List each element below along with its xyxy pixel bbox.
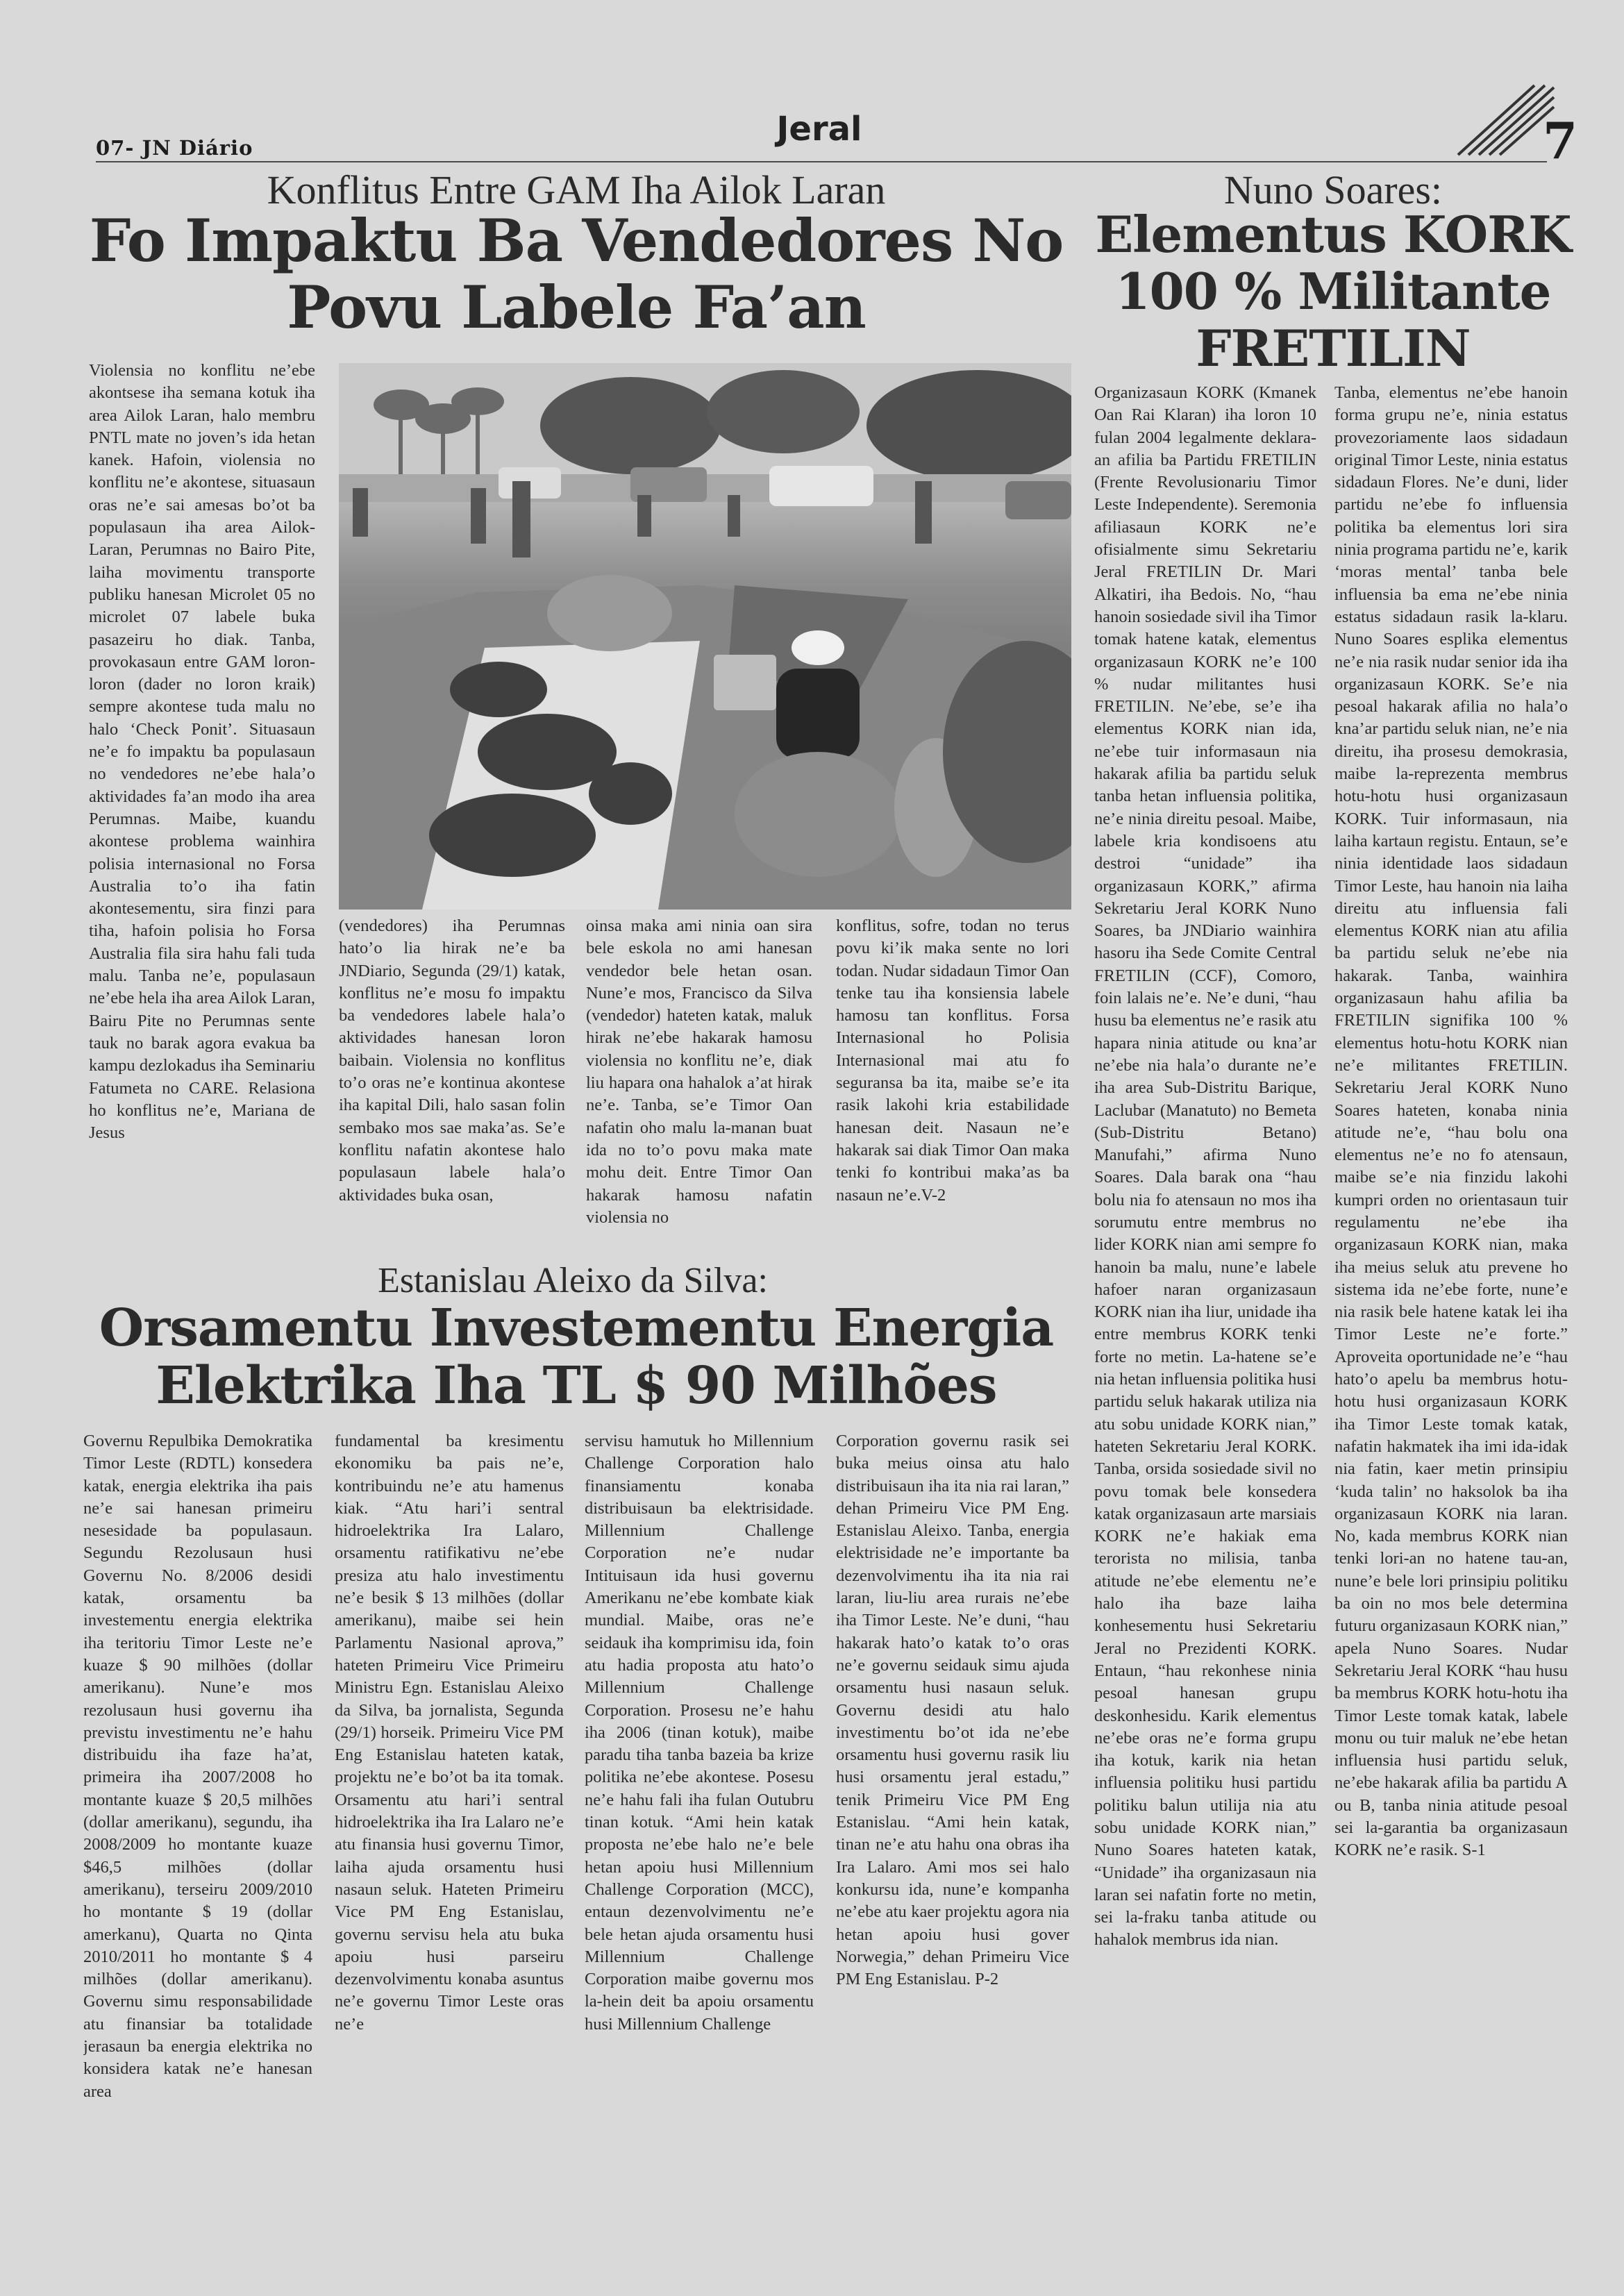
main-column-4: konflitus, sofre, todan no terus povu ki’ik maka sente no lori todan. Nudar sidadaun Timor Oan tenke tau iha konsiensia labele hamosu tan konflitus. Forsa Internasional ho Polisia Internasional mai atu fo seguransa ba ita, maibe se’e ita rasik lakohi kria estabilidade hanesan deit. Nasaun ne’e hakarak sai diak Timor Oan maka tenki fo kontribui maka’as ba nasaun ne’e.V-2 xyxy=(836,916,1069,1205)
energy-column-4: Corporation governu rasik sei buka meius oinsa atu halo distribuisaun iha ita nia rai laran,” dehan Primeiru Vice PM Eng. Estanislau Aleixo. Tanba, energia elektrisidade ne’e importante ba dezenvolvimentu iha ita nia rai laran, liu-liu area rurais ne’ebe iha Timor Leste. Ne’e duni, “hau hakarak hato’o katak to’o oras ne’e governu seidauk simu ajuda orsamentu husi nasaun seluk. Governu desidi atu halo investimentu bo’ot ida ne’ebe orsamentu husi governu rasik liu husi orsamentu jeral estadu,” tenik Primeiru Vice PM Eng Estanislau. “Ami hein katak, tinan ne’e atu hahu ona obras iha Ira Lalaro. Ami mos sei halo konkursu ida, nune’e kompanha ne’ebe atu kaer projektu agora nia hetan apoiu husi gover Norwegia,” dehan Primeiru Vice PM Eng Estanislau. P-2 xyxy=(836,1432,1069,1989)
main-kicker: Konflitus Entre GAM Iha Ailok Laran xyxy=(267,167,886,212)
main-headline-line1: Fo Impaktu Ba Vendedores No xyxy=(89,206,1064,275)
energy-headline-line1: Orsamentu Investementu Energia xyxy=(99,1298,1054,1358)
main-headline-line2: Povu Labele Fa’an xyxy=(287,273,866,342)
kork-headline-line3: FRETILIN xyxy=(1196,319,1471,378)
kork-column-2: Tanba, elementus ne’ebe hanoin forma grupu ne’e, ninia estatus provezoriamente laos sidadaun original Timor Leste, ninia estatus sidadaun Flores. Ne’e duni, lider partidu ne’ebe fo influensia politika ba elementus lori sira ninia programa partidu ne’e, karik ‘moras mental’ tanba bele influensia ba ema ne’ebe ninia estatus sidadaun rasik la-klaru. Nuno Soares esplika elementus ne’e nia rasik nudar senior ida iha organizasaun KORK. Se’e nia pesoal hakarak afilia no hala’o kna’ar partidu seluk nian, ne’e nia direitu, iha prosesu demokrasia, maibe la-reprezenta membrus hotu-hotu husi organizasaun KORK. Tuir informasaun, nia laiha kartaun registu. Entaun, se’e ninia identidade laos sidadaun Timor Leste, hau hanoin nia laiha direitu atu influensia fali elementus KORK nian atu afilia ba partidu seluk ne’ebe nia hakarak. Tanba, wainhira organizasaun hahu afilia ba FRETILIN signifika 100 % elementus hotu-hotu KORK nian ne’e militantes FRETILIN. Sekretariu Jeral KORK Nuno Soares hateten, konaba ninia atitude ne’e, “hau bolu ona elementus ne’e no fo atensaun, maibe se’e nia finzidu lakohi kumpri orden no orientasaun tuir regulamentu ne’ebe iha organizasaun KORK nian, maka iha meius seluk atu prevene ho sistema ida ne’ebe forte, nune’e nia rasik bele hatene katak lei iha Timor Leste ne’e forte.” Aproveita oportunidade ne’e “hau hato’o apelu ba membrus hotu-hotu husi organizasaun KORK iha Timor Leste tomak katak, nafatin hakmatek iha imi ida-idak nia fatin, kaer metin prinsipiu ‘kuda talin’ no haksolok ba iha organizasaun KORK nia laran. No, kada membrus KORK nian tenki lori-an no hatene tau-an, nune’e bele lori prinsipiu politiku ba oin no mos bele determina futuru organizasaun KORK nian,” apela Nuno Soares. Nudar Sekretariu Jeral KORK “hau husu ba membrus KORK hotu-hotu iha Timor Leste tomak katak, labele monu ou tuir maluk ne’ebe hetan influensia husi partidu seluk, ne’ebe hakarak afilia ba partidu A ou B, tanba ninia atitude pesoal sei la-garantia ba organizasaun KORK ne’e rasik. S-1 xyxy=(1334,383,1568,1860)
kork-headline-line1: Elementus KORK xyxy=(1095,205,1571,264)
kork-column-1: Organizasaun KORK (Kmanek Oan Rai Klaran) iha loron 10 fulan 2004 legalmente deklara-an afilia ba Partidu FRETILIN (Frente Revolusionariu Timor Leste Independente). Seremonia afiliasaun KORK ne’e ofisialmente simu Sekretariu Jeral FRETILIN Dr. Mari Alkatiri, iha Bedois. No, “hau hanoin sosiedade sivil iha Timor tomak hatene katak, elementus organizasaun KORK ne’e 100 % nudar militantes husi FRETILIN. Ne’ebe, se’e iha elementus KORK nian ida, ne’ebe tuir informasaun nia hakarak afilia ba partidu seluk tanba hetan influensia politika, ne’e ninia direitu pesoal. Maibe, labele kria kondisoens atu destroi “unidade” iha organizasaun KORK,” afirma Sekretariu Jeral KORK Nuno Soares, ba JNDiario wainhira hasoru iha Sede Comite Central FRETILIN (CCF), Comoro, foin lalais ne’e. Ne’e duni, “hau husu ba elementus ne’e rasik atu hapara ninia atitude ou kna’ar ne’ebe nia hala’o durante ne’e iha area Sub-Distritu Barique, Laclubar (Manatuto) no Bemeta (Sub-Distritu Betano) Manufahi,” afirma Nuno Soares. Dala barak ona “hau bolu nia fo atensaun no mos iha sorumutu entre membrus no lider KORK nian ami sempre fo hanoin ba malu, nune’e labele hafoer naran organizasaun KORK nian iha liur, unidade iha entre membrus KORK tenki forte no metin. La-hatene se’e nia hetan influensia politika husi partidu seluk hakarak utiliza nia atu sobu unidade KORK nian,” hateten Sekretariu Jeral KORK. Tanba, orsida sosiedade sivil no povu tomak bele konsedera katak organizasaun arte marsiais KORK ne’e hakiak ema terorista no milisia, tanba atitude ne’ebe elementu ne’e halo iha baze laiha konhesementu husi Sekretariu Jeral no Prezidenti KORK. Entaun, “hau rekonhese ninia pesoal hanesan grupu deskonhesidu. Karik elementus ne’ebe oras ne’e forma grupu iha kotuk, karik nia hetan influensia politiku husi partidu politiku balun utilija nia atu sobu unidade KORK nian,” Nuno Soares hateten katak, “Unidade” iha organizasaun nia laran sei nafatin forte no metin, sei la-fraku tanba atitude ou hahalok membrus ida nian. xyxy=(1094,383,1316,1950)
newspaper-name: 07- JN Diário xyxy=(96,136,253,160)
header-rule xyxy=(96,161,1547,162)
energy-column-2: fundamental ba kresimentu ekonomiku ba pais ne’e, kontribuindu ne’e atu hamenus kiak. “Atu hari’i sentral hidroelektrika Ira Lalaro, orsamentu ratifikativu ne’ebe presiza atu halo investimentu ne’e besik $ 13 milhões (dollar amerikanu), maibe sei hein Parlamentu Nasional aprova,” hateten Primeiru Vice Primeiru Ministru Egn. Estanislau Aleixo da Silva, ba jornalista, Segunda (29/1) horseik. Primeiru Vice PM Eng Estanislau hateten katak, projektu ne’e bo’ot ba ita tomak. Orsamentu atu hari’i sentral hidroelektrika iha Ira Lalaro ne’e atu finansia husi governu Timor, laiha ajuda orsamentu husi nasaun seluk. Hateten Primeiru Vice PM Eng Estanislau, governu servisu hela atu buka apoiu husi parseiru dezenvolvimentu konaba asuntus ne’e governu Timor Leste oras ne’e xyxy=(335,1432,564,2034)
energy-kicker: Estanislau Aleixo da Silva: xyxy=(378,1261,768,1300)
section-label: Jeral xyxy=(776,110,862,149)
kork-headline-line2: 100 % Militante xyxy=(1115,262,1551,321)
hatch-logo-icon xyxy=(1451,82,1555,158)
energy-column-1: Governu Repulbika Demokratika Timor Leste (RDTL) konsedera katak, energia elektrika iha pais ne’e sai hanesan primeiru nesesidade ba populasaun. Segundu Rezolusaun husi Governu No. 8/2006 desidi katak, orsamentu ba investementu energia elektrika iha teritoriu Timor Leste ne’e kuaze $ 90 milhões (dollar amerikanu). Nune’e mos rezolusaun husi governu iha previstu investimentu ne’e hahu distribuidu iha faze ha’at, primeira iha 2007/2008 ho montante kuaze $ 20,5 milhões (dollar amerikanu), segundu, iha 2008/2009 ho montante kuaze $46,5 milhões (dollar amerikanu), terseiru 2009/2010 ho montante $ 19 (dollar amerkanu), Quarta no Qinta 2010/2011 ho montante $ 4 milhões (dollar amerikanu). Governu simu responsabilidade atu finansiar ba totalidade jerasaun ba energia elektrika no konsidera katak ne’e hanesan area xyxy=(83,1432,312,2101)
main-column-2: (vendedores) iha Perumnas hato’o lia hirak ne’e ba JNDiario, Segunda (29/1) katak, konflitus ne’e mosu fo impaktu ba vendedores labele hala’o aktividades hanesan loron baibain. Violensia no konflitus to’o oras ne’e kontinua akontese iha kapital Dili, halo sasan folin sembako mos sae maka’as. Se’e konflitu nafatin akontese halo populasaun labele hala’o aktividades buka osan, xyxy=(339,916,565,1205)
kork-kicker: Nuno Soares: xyxy=(1223,167,1443,212)
energy-headline-line2: Elektrika Iha TL $ 90 Milhões xyxy=(156,1356,997,1416)
energy-column-3: servisu hamutuk ho Millennium Challenge Corporation halo finansiamentu konaba distribuisaun ba elektrisidade. Millennium Challenge Corporation ne’e nudar Intituisaun ida husi governu Amerikanu ne’ebe kombate kiak mundial. Maibe, oras ne’e seidauk iha komprimisu ida, foin atu hadia proposta atu hato’o Millennium Challenge Corporation. Prosesu ne’e hahu iha 2006 (tinan kotuk), maibe paradu tiha tanba bazeia ba krize politika ne’ebe akontese. Posesu ne’e hahu fali iha fulan Outubru tinan kotuk. “Ami hein katak proposta ne’ebe halo ne’e bele hetan apoiu husi Millennium Challenge Corporation (MCC), entaun dezenvolvimentu ne’e bele hetan ajuda orsamentu husi Millennium Challenge Corporation maibe governu mos la-hein deit ba apoiu orsamentu husi Millennium Challenge xyxy=(585,1432,814,2034)
market-photo xyxy=(339,363,1071,910)
main-column-3: oinsa maka ami ninia oan sira bele eskola no ami hanesan vendedor bele hetan osan. Nune’e mos, Francisco da Silva (vendedor) hateten katak, maluk hirak ne’ebe hakarak hamosu violensia no konflitu ne’e, diak liu hapara ona hahalok a’at hirak ne’e. Tanba, se’e Timor Oan nafatin oho malu la-manan buat ida no to’o povu maka mate mohu deit. Entre Timor Oan hakarak hamosu nafatin violensia no xyxy=(586,916,812,1227)
main-column-1: Violensia no konflitu ne’ebe akontsese iha semana kotuk iha area Ailok Laran, halo membru PNTL mate no joven’s ida hetan kanek. Hafoin, violensia no konflitu ne’e akontese, situasaun oras ne’e sai amesas bo’ot ba populasaun iha area Ailok-Laran, Perumnas no Bairo Pite, laiha movimentu transporte publiku hanesan Microlet 05 no microlet 07 labele buka pasazeiru ho diak. Tanba, provokasaun entre GAM loron-loron (dader no loron kraik) sempre akontese tuda malu no halo ‘Check Ponit’. Situasaun ne’e fo impaktu ba populasaun no vendedores ne’ebe hala’o aktividades fa’an modo iha area Perumnas. Maibe, kuandu akontese problema wainhira polisia internasional no Forsa Australia to’o iha fatin akontesementu, sira finzi para tiha, hafoin polisia ho Forsa Australia fila sira hahu fali tuda malu. Tanba ne’e, populasaun ne’ebe hela iha area Ailok Laran, Bairu Pite no Perumnas sente tauk no barak agora evakua ba kampu dezlokadus iha Seminariu Fatumeta no CARE. Relasiona ho konflitus ne’e, Mariana de Jesus xyxy=(89,361,315,1143)
page-number: 7 xyxy=(1543,111,1578,170)
